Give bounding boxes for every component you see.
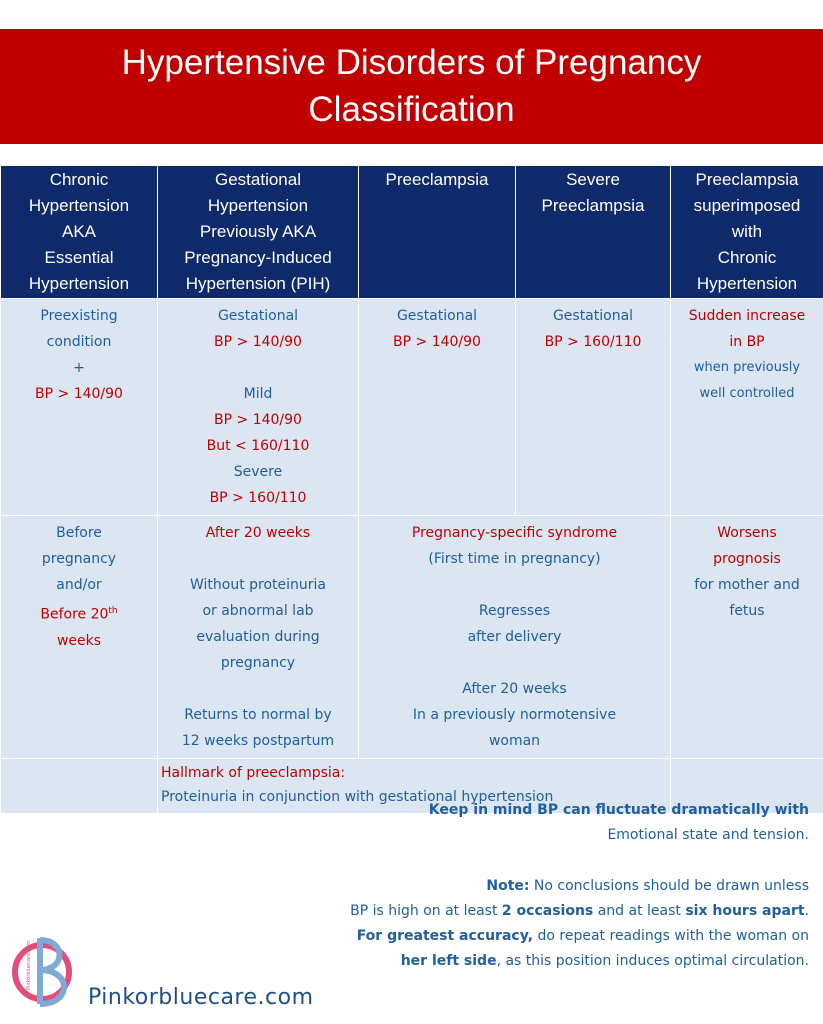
- note-emotional: Emotional state and tension.: [607, 827, 809, 843]
- note-occasions: BP is high on at least 2 occasions and at least six hours apart.: [350, 903, 809, 919]
- title-line-1: Hypertensive Disorders of Pregnancy: [121, 43, 702, 82]
- timing-superimposed-cell: Worsens prognosis for mother and fetus: [671, 516, 823, 759]
- note-left-side: her left side, as this position induces optimal circulation.: [400, 953, 809, 969]
- header-gestational: Gestational Hypertension Previously AKA Pregnancy-Induced Hypertension (PIH): [158, 166, 359, 299]
- hallmark-cell: Hallmark of preeclampsia: Proteinuria in conjunction with gestational hypertension: [158, 759, 671, 814]
- header-superimposed: Preeclampsia superimposed with Chronic Hypertension: [671, 166, 823, 299]
- title-banner: [0, 29, 823, 144]
- timing-chronic-cell: Before pregnancy and/or Before 20th weeks: [1, 516, 158, 759]
- classification-table: [0, 165, 823, 814]
- note-conclusions: Note: No conclusions should be drawn unless: [486, 878, 809, 894]
- bp-chronic-cell: Preexisting condition + BP > 140/90: [1, 299, 158, 516]
- timing-row: [1, 516, 823, 759]
- timing-preeclampsia-cell: Pregnancy-specific syndrome (First time in pregnancy) Regresses after delivery After 20 weeks In a previously normotensive woman: [359, 516, 671, 759]
- pinkorblue-logo-icon: [10, 930, 82, 1008]
- bp-severe-cell: Gestational BP > 160/110: [516, 299, 671, 516]
- bp-row: [1, 299, 823, 516]
- timing-gestational-cell: After 20 weeks Without proteinuria or abnormal lab evaluation during pregnancy Returns to normal by 12 weeks postpartum: [158, 516, 359, 759]
- notes-block: [350, 798, 809, 974]
- header-chronic: Chronic Hypertension AKA Essential Hypertension: [1, 166, 158, 299]
- bp-gestational-cell: Gestational BP > 140/90 Mild BP > 140/90 But < 160/110 Severe BP > 160/110: [158, 299, 359, 516]
- brand-name[interactable]: Pinkorbluecare.com: [88, 985, 314, 1010]
- bp-superimposed-cell: Sudden increase in BP when previously well controlled: [671, 299, 823, 516]
- bp-preeclampsia-cell: Gestational BP > 140/90: [359, 299, 516, 516]
- header-preeclampsia: Preeclampsia: [359, 166, 516, 299]
- header-severe-preeclampsia: Severe Preeclampsia: [516, 166, 671, 299]
- svg-text:Pinkorbluecare.com: Pinkorbluecare.com: [26, 940, 32, 990]
- note-fluctuation: Keep in mind BP can fluctuate dramatically with: [428, 802, 809, 818]
- header-row: [1, 166, 823, 299]
- note-accuracy: For greatest accuracy, do repeat readings with the woman on: [356, 928, 809, 944]
- hallmark-empty-left: [1, 759, 158, 814]
- title-line-2: Classification: [308, 90, 515, 129]
